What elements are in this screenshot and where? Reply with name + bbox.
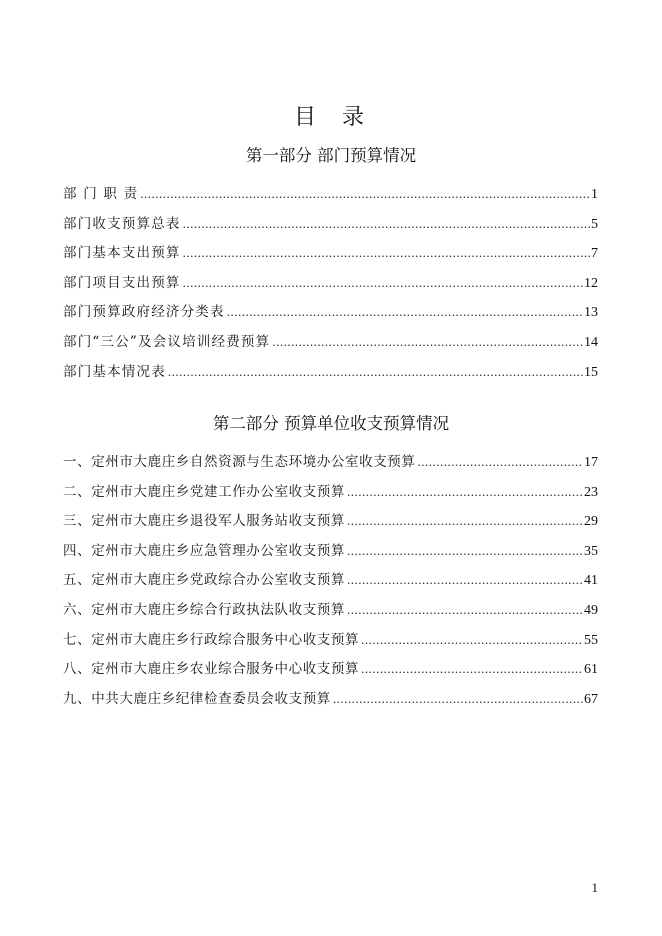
toc-leader-dots xyxy=(183,238,590,268)
page-number: 1 xyxy=(591,880,598,895)
toc-entry-page: 49 xyxy=(584,602,598,618)
toc-leader-dots xyxy=(183,209,590,239)
toc-entry-label: 一、定州市大鹿庄乡自然资源与生态环境办公室收支预算 xyxy=(63,454,416,470)
toc-entry[interactable] xyxy=(63,477,598,507)
toc-leader-dots xyxy=(347,595,583,625)
toc-leader-dots xyxy=(272,327,583,357)
toc-entry-label: 九、中共大鹿庄乡纪律检查委员会收支预算 xyxy=(63,690,331,707)
toc-entry-label: 部门基本情况表 xyxy=(63,363,166,380)
toc-entry[interactable] xyxy=(63,654,598,684)
toc-leader-dots xyxy=(347,536,583,566)
toc-entry[interactable] xyxy=(63,625,598,655)
part2-heading: 第二部分 预算单位收支预算情况 xyxy=(212,414,450,433)
part1-heading: 第一部分 部门预算情况 xyxy=(245,146,417,165)
toc-leader-dots xyxy=(418,447,584,477)
toc-entry-page: 13 xyxy=(584,305,598,321)
toc-entry-label: 部门“三公”及会议培训经费预算 xyxy=(63,333,271,350)
toc-entry[interactable] xyxy=(63,595,598,625)
toc-entry-page: 29 xyxy=(584,514,598,530)
toc-leader-dots xyxy=(361,654,583,684)
toc-entry-label: 三、定州市大鹿庄乡退役军人服务站收支预算 xyxy=(63,513,345,530)
toc-entry-label: 部门收支预算总表 xyxy=(63,215,181,232)
toc-entry[interactable] xyxy=(63,684,598,714)
toc-entry[interactable] xyxy=(63,447,598,477)
toc-entry-page: 55 xyxy=(584,632,598,648)
toc-entry-label: 部门基本支出预算 xyxy=(63,245,181,262)
toc-leader-dots xyxy=(347,565,583,595)
toc-entry-page: 17 xyxy=(584,455,598,470)
toc-entry[interactable] xyxy=(63,357,598,387)
toc-leader-dots xyxy=(333,684,583,714)
toc-leader-dots xyxy=(347,506,583,536)
toc-entry-label: 四、定州市大鹿庄乡应急管理办公室收支预算 xyxy=(63,542,345,559)
toc-entry[interactable] xyxy=(63,179,598,209)
toc-entry-label: 八、定州市大鹿庄乡农业综合服务中心收支预算 xyxy=(63,661,360,678)
toc-entry-label: 部门项目支出预算 xyxy=(63,274,181,291)
toc-leader-dots xyxy=(227,297,583,327)
toc-title-char-2: 录 xyxy=(342,105,369,130)
toc-entry-page: 15 xyxy=(584,364,598,380)
toc-leader-dots xyxy=(168,357,583,387)
toc-entry[interactable] xyxy=(63,565,598,595)
part1-toc-list xyxy=(63,179,598,386)
toc-leader-dots xyxy=(347,477,583,507)
toc-entry-page: 7 xyxy=(591,246,598,262)
toc-entry[interactable] xyxy=(63,268,598,298)
toc-entry-page: 35 xyxy=(584,543,598,559)
toc-entry-page: 12 xyxy=(584,275,598,291)
toc-entry-page: 5 xyxy=(591,216,598,232)
toc-entry-label: 部门预算政府经济分类表 xyxy=(63,304,225,321)
toc-leader-dots xyxy=(361,625,583,655)
toc-entry-label: 二、定州市大鹿庄乡党建工作办公室收支预算 xyxy=(63,483,345,500)
toc-entry-page: 14 xyxy=(584,334,598,350)
toc-title xyxy=(0,100,662,131)
toc-entry-label: 六、定州市大鹿庄乡综合行政执法队收支预算 xyxy=(63,601,345,618)
toc-entry[interactable] xyxy=(63,536,598,566)
toc-leader-dots xyxy=(183,268,583,298)
toc-entry-page: 61 xyxy=(584,662,598,678)
toc-entry-page: 67 xyxy=(584,691,598,707)
toc-title-char-1: 目 xyxy=(293,105,320,130)
toc-entry[interactable] xyxy=(63,327,598,357)
toc-entry-page: 1 xyxy=(591,187,598,202)
toc-entry-label: 部 门 职 责 xyxy=(63,186,139,202)
toc-leader-dots xyxy=(140,179,590,209)
toc-entry[interactable] xyxy=(63,297,598,327)
toc-entry[interactable] xyxy=(63,209,598,239)
toc-entry[interactable] xyxy=(63,506,598,536)
toc-entry-page: 41 xyxy=(584,573,598,589)
toc-entry-label: 七、定州市大鹿庄乡行政综合服务中心收支预算 xyxy=(63,631,360,648)
toc-entry-label: 五、定州市大鹿庄乡党政综合办公室收支预算 xyxy=(63,572,345,589)
toc-entry-page: 23 xyxy=(584,484,598,500)
toc-entry[interactable] xyxy=(63,238,598,268)
part2-toc-list xyxy=(63,447,598,713)
